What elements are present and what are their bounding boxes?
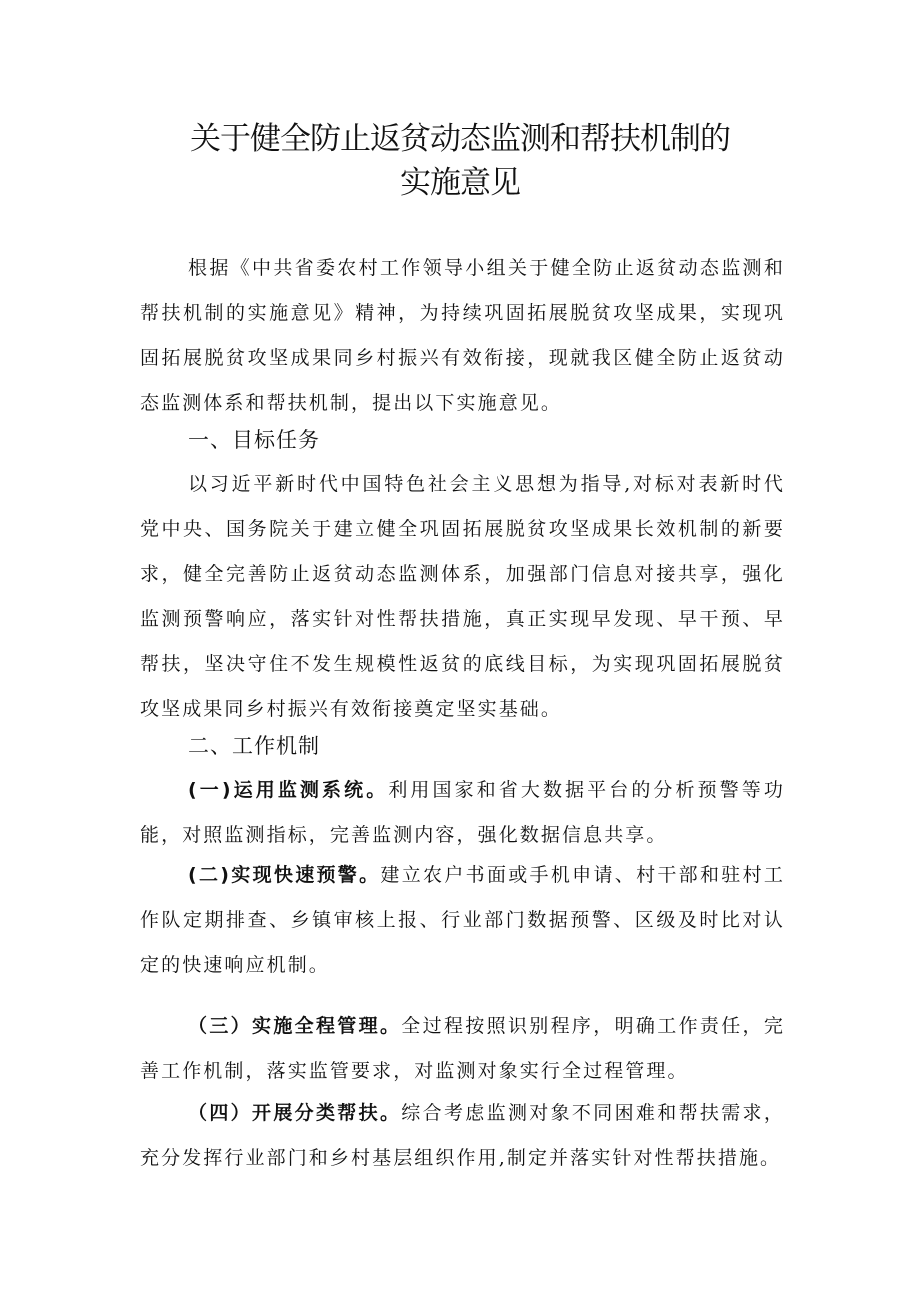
item-1-text: 利用国家和省大数据平台的分析预警等功能，对照监测指标，完善监测内容，强化数据信息共享。: [140, 779, 785, 846]
section-2-item-2: [140, 853, 785, 988]
section-2-item-1: [140, 768, 785, 858]
document-title-line-1: 关于健全防止返贫动态监测和帮扶机制的: [190, 121, 730, 157]
item-3-text: 全过程按照识别程序，明确工作责任，完善工作机制，落实监管要求，对监测对象实行全过程管理。: [140, 1015, 785, 1082]
item-3-lead: （三）实施全程管理。: [188, 1015, 402, 1037]
item-2-text: 建立农户书面或手机申请、村干部和驻村工作队定期排查、乡镇审核上报、行业部门数据预警、区级及时比对认定的快速响应机制。: [140, 864, 785, 976]
item-1-lead: (一)运用监测系统。: [188, 779, 389, 801]
section-2-heading: 二、工作机制: [188, 734, 320, 758]
section-1-heading: 一、目标任务: [188, 428, 320, 452]
item-2-lead: (二)实现快速预警。: [188, 864, 381, 886]
intro-paragraph: 根据《中共省委农村工作领导小组关于健全防止返贫动态监测和帮扶机制的实施意见》精神，为持续巩固拓展脱贫攻坚成果，实现巩固拓展脱贫攻坚成果同乡村振兴有效衔接，现就我区健全防止返贫动态监测体系和帮扶机制，提出以下实施意见。: [140, 257, 785, 414]
section-2-item-3: [140, 1004, 785, 1094]
item-4-lead: （四）开展分类帮扶。: [188, 1102, 402, 1124]
item-4-text: 综合考虑监测对象不同困难和帮扶需求，充分发挥行业部门和乡村基层组织作用,制定并落实针对性帮扶措施。: [140, 1102, 785, 1169]
section-1-body: 以习近平新时代中国特色社会主义思想为指导,对标对表新时代党中央、国务院关于建立健全巩固拓展脱贫攻坚成果长效机制的新要求，健全完善防止返贫动态监测体系，加强部门信息对接共享，强化监测预警响应，落实针对性帮扶措施，真正实现早发现、早干预、早帮扶，坚决守住不发生规模性返贫的底线目标，为实现巩固拓展脱贫攻坚成果同乡村振兴有效衔接奠定坚实基础。: [140, 473, 785, 720]
section-2-item-4: [140, 1091, 785, 1181]
document-title-line-2: 实施意见: [400, 165, 520, 201]
